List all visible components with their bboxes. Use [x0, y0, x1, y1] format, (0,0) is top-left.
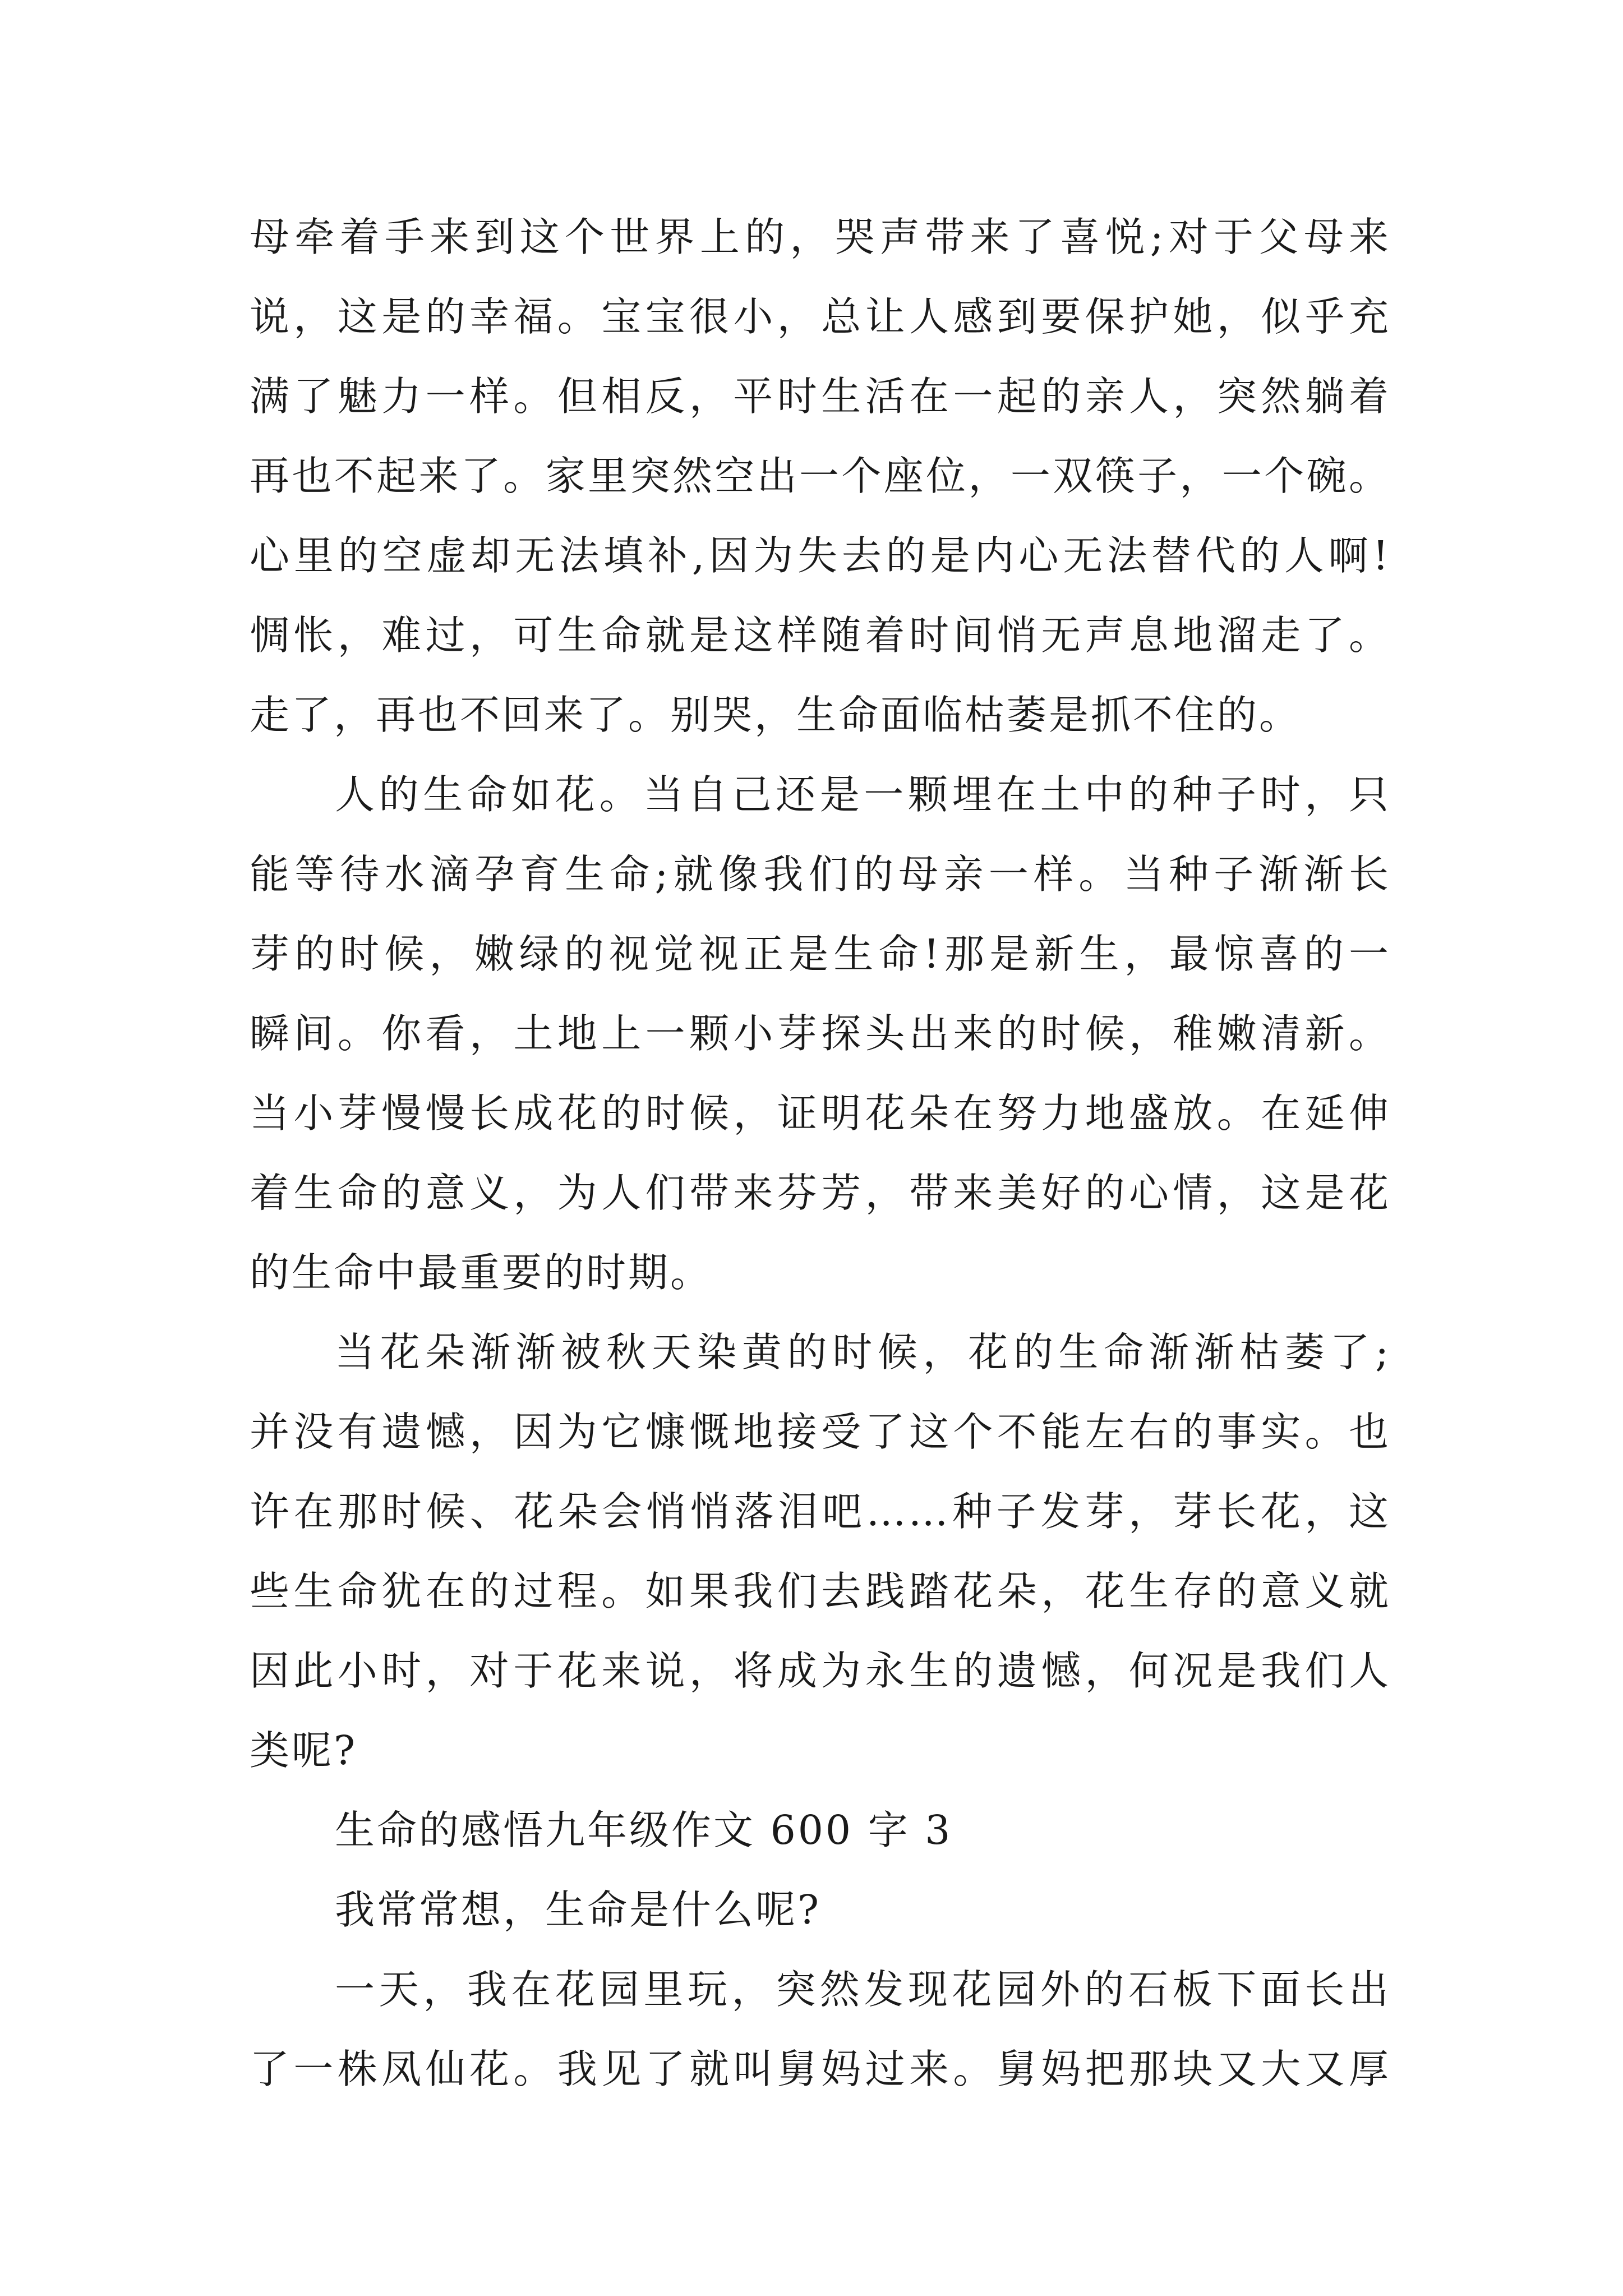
text-line: 我常常想，生命是什么呢? [335, 1887, 822, 1933]
article-body [250, 197, 1391, 2109]
text-line: 生命的感悟九年级作文 600 字 3 [335, 1807, 953, 1853]
text-line: 着生命的意义，为人们带来芬芳，带来美好的心情，这是花 [250, 1170, 1391, 1216]
text-line: 心里的空虚却无法填补,因为失去的是内心无法替代的人啊! [250, 532, 1391, 579]
text-line: 了一株凤仙花。我见了就叫舅妈过来。舅妈把那块又大又厚 [250, 2046, 1391, 2092]
text-line: 并没有遗憾，因为它慷慨地接受了这个不能左右的事实。也 [250, 1409, 1391, 1455]
text-line: 类呢? [250, 1727, 358, 1774]
text-line: 惆怅，难过，可生命就是这样随着时间悄无声息地溜走了。 [250, 612, 1391, 659]
text-line: 母牵着手来到这个世界上的，哭声带来了喜悦;对于父母来 [250, 214, 1391, 260]
text-line: 当花朵渐渐被秋天染黄的时候，花的生命渐渐枯萎了; [335, 1329, 1391, 1375]
text-line: 人的生命如花。当自己还是一颗埋在土中的种子时，只 [335, 771, 1391, 818]
text-line: 一天，我在花园里玩，突然发现花园外的石板下面长出 [335, 1966, 1391, 2013]
text-line: 走了，再也不回来了。别哭，生命面临枯萎是抓不住的。 [250, 692, 1302, 738]
text-line: 瞬间。你看，土地上一颗小芽探头出来的时候，稚嫩清新。 [250, 1010, 1391, 1057]
text-line: 能等待水滴孕育生命;就像我们的母亲一样。当种子渐渐长 [250, 851, 1391, 898]
text-line: 满了魅力一样。但相反，平时生活在一起的亲人，突然躺着 [250, 373, 1391, 420]
text-line: 芽的时候，嫩绿的视觉视正是生命!那是新生，最惊喜的一 [250, 931, 1391, 977]
text-line: 因此小时，对于花来说，将成为永生的遗憾，何况是我们人 [250, 1648, 1391, 1694]
text-line: 再也不起来了。家里突然空出一个座位，一双筷子，一个碗。 [250, 453, 1391, 499]
text-line: 些生命犹在的过程。如果我们去践踏花朵，花生存的意义就 [250, 1568, 1391, 1614]
text-line: 说，这是的幸福。宝宝很小，总让人感到要保护她，似乎充 [250, 293, 1391, 340]
text-line: 许在那时候、花朵会悄悄落泪吧……种子发芽，芽长花，这 [250, 1488, 1391, 1535]
text-line: 的生命中最重要的时期。 [250, 1249, 713, 1296]
text-line: 当小芽慢慢长成花的时候，证明花朵在努力地盛放。在延伸 [250, 1090, 1391, 1137]
